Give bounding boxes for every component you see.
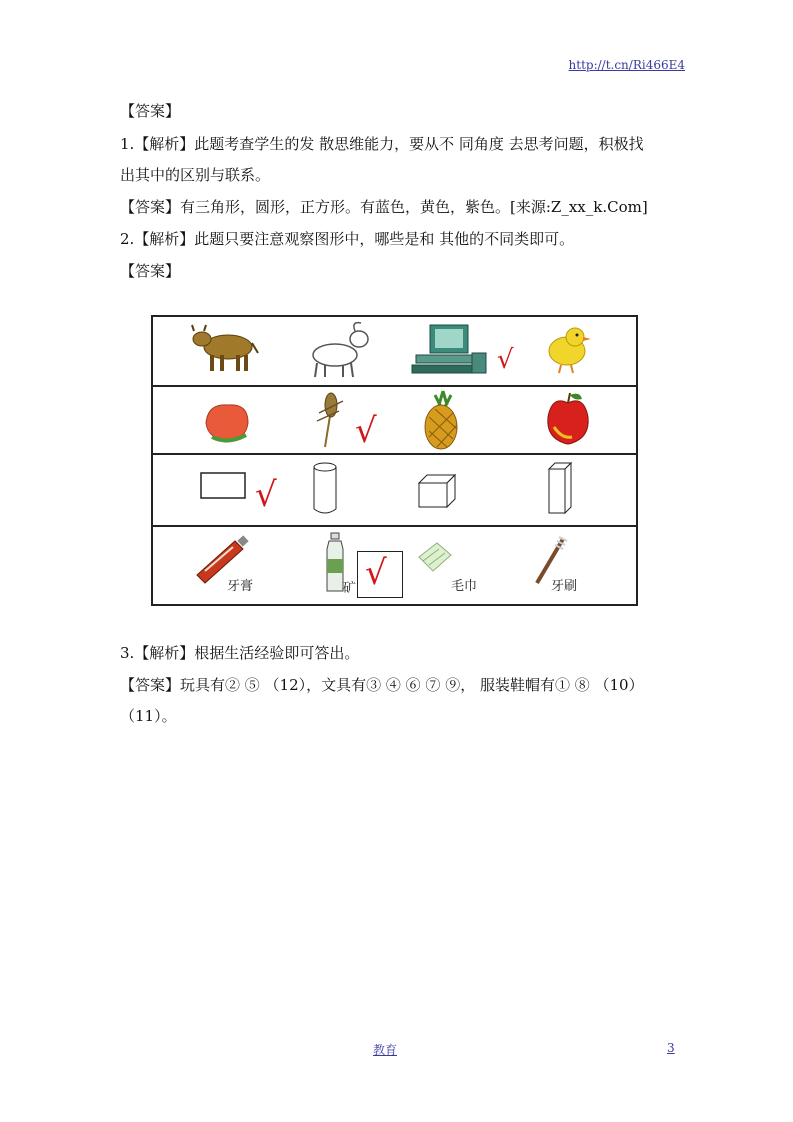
cylinder-shape xyxy=(311,455,351,525)
figure-row-daily-items xyxy=(153,527,636,606)
odd-one-out-figure xyxy=(151,315,638,606)
analysis-1-line-1: 1.【解析】此题考查学生的发 散思维能力，要从不 同角度 去思考问题，积极找 xyxy=(120,135,644,153)
cow-picture xyxy=(188,317,263,385)
analysis-2: 2.【解析】此题只要注意观察图形中，哪些是和 其他的不同类即可。 xyxy=(120,230,575,248)
towel-picture xyxy=(415,527,455,606)
header-link[interactable]: http://t.cn/Ri466E4 xyxy=(568,58,685,72)
footer-link[interactable]: 教育 xyxy=(373,1043,398,1057)
answer-1: 【答案】有三角形，圆形，正方形。有蓝色，黄色，紫色。[来源:Z_xx_k.Com] xyxy=(120,198,648,216)
cuboid-shape xyxy=(545,455,585,525)
answer-3-line-2: （11）。 xyxy=(120,707,177,725)
rectangle-shape xyxy=(198,455,258,525)
wheat-picture xyxy=(303,387,358,453)
answer-heading-2: 【答案】 xyxy=(120,262,181,280)
peach-picture xyxy=(198,387,258,453)
check-mark-row4: √ xyxy=(365,553,387,593)
answer-3-line-1: 【答案】玩具有② ⑤ （12），文具有③ ④ ⑥ ⑦ ⑨， 服装鞋帽有① ⑧ （10） xyxy=(120,676,644,694)
toothpaste-label: 牙膏 xyxy=(227,579,254,594)
pineapple-picture xyxy=(413,387,473,453)
check-mark-row1: √ xyxy=(497,345,514,375)
chick-picture xyxy=(533,317,603,385)
figure-row-shapes xyxy=(153,455,636,527)
analysis-3: 3.【解析】根据生活经验即可答出。 xyxy=(120,644,360,662)
figure-row-animals xyxy=(153,317,636,387)
water-label: 矿 xyxy=(343,581,357,596)
goat-picture xyxy=(303,317,378,385)
cube-shape xyxy=(415,455,465,525)
check-mark-row3: √ xyxy=(255,475,277,515)
apple-picture xyxy=(538,387,598,453)
check-mark-row2: √ xyxy=(355,411,377,451)
figure-row-plants xyxy=(153,387,636,455)
answer-heading-1: 【答案】 xyxy=(120,102,181,120)
computer-picture xyxy=(408,317,498,385)
toothbrush-picture xyxy=(531,527,571,606)
toothpaste-picture xyxy=(191,527,271,606)
page-number: 3 xyxy=(667,1041,675,1055)
towel-label: 毛巾 xyxy=(451,579,478,594)
toothbrush-label: 牙刷 xyxy=(551,579,578,594)
analysis-1-line-2: 出其中的区别与联系。 xyxy=(120,166,271,184)
